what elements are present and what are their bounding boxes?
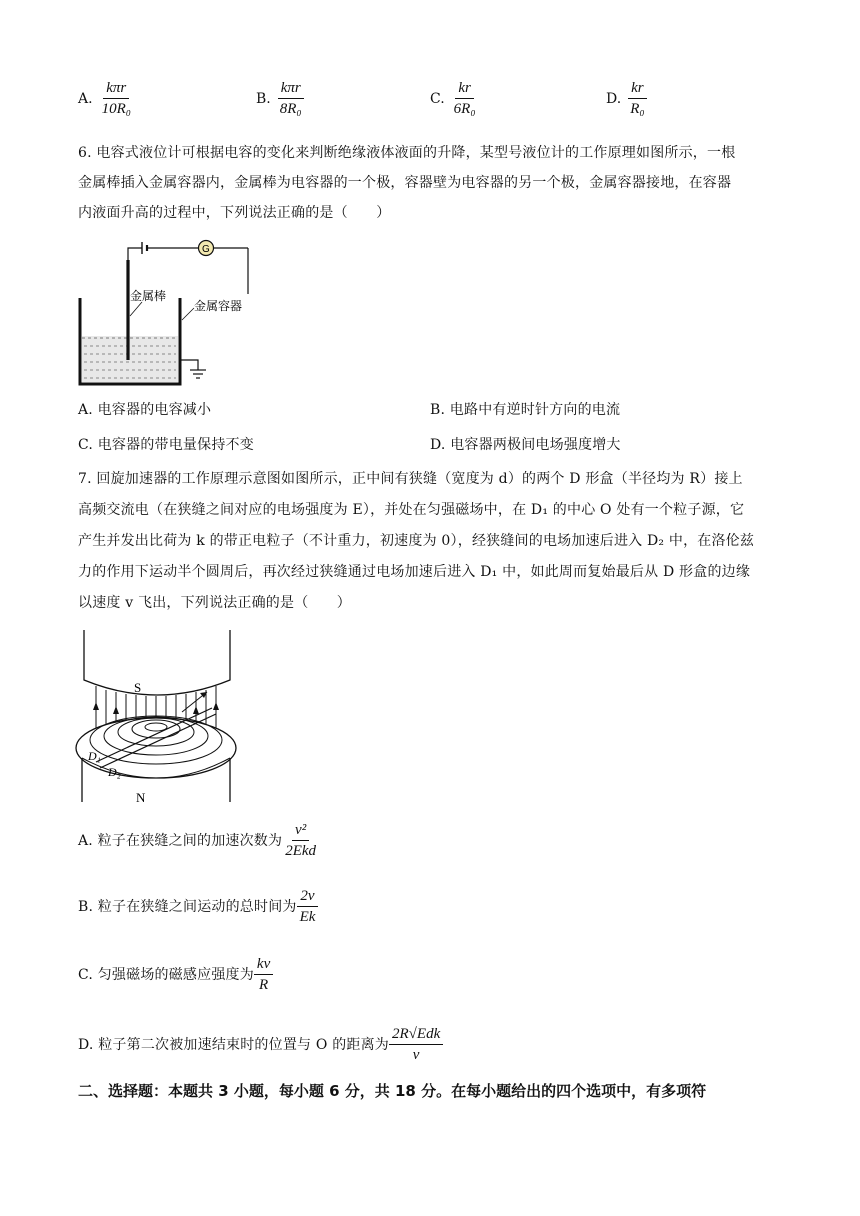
q7-option-b [78,888,318,925]
top-magnet [84,630,230,695]
q6-figure [70,236,280,392]
q6-option-a: A. 电容器的电容减小 [78,402,212,418]
q5-option-a [78,80,134,117]
pole-n: N [136,790,146,805]
q7-option-d [78,1026,443,1063]
q7-stem-line: 力的作用下运动半个圆周后，再次经过狭缝通过电场加速后进入 D₁ 中，如此周而复始最后从 D 形盒的边缘 [78,564,751,580]
pole-s: S [134,680,142,695]
liquid [82,336,178,382]
q5-option-d [606,80,648,117]
q7-stem-line: 以速度 v 飞出，下列说法正确的是（ ） [78,595,352,611]
fraction-numerator: v² [292,822,309,841]
q7-option-c [78,956,273,993]
fraction-numerator: kπr [278,80,304,99]
option-letter: D. [606,90,622,107]
galvanometer-label: G [202,244,210,255]
fraction-denominator: 2Ekd [285,842,317,859]
option-fraction [297,888,319,925]
q7-stem [78,464,798,619]
fraction-numerator: 2v [297,888,317,907]
d2-label: D₂ [108,765,121,779]
fraction-numerator: kr [455,80,474,99]
option-fraction [277,80,305,117]
fraction-numerator: kπr [103,80,129,99]
fraction-denominator: R [259,976,269,993]
q7-stem-line: 产生并发出比荷为 k 的带正电粒子（不计重力，初速度为 0），经狭缝间的电场加速后进入 D₂ 中，在洛伦兹 [78,533,755,549]
fraction-denominator: R₀ [630,100,645,117]
option-fraction [282,822,319,859]
rod-label: 金属棒 [130,289,167,303]
option-fraction [254,956,273,993]
fraction-denominator: 8R₀ [279,100,302,117]
fraction-denominator: v [412,1046,420,1063]
option-letter: C. [430,90,445,107]
option-fraction [99,80,134,117]
fraction-numerator: 2R√Edk [389,1026,443,1045]
option-letter: B. [256,90,271,107]
q6-stem-line: 内液面升高的过程中，下列说法正确的是（ ） [78,205,391,221]
option-text: D. 粒子第二次被加速结束时的位置与 O 的距离为 [78,1036,390,1053]
q6-stem-line: 6. 电容式液位计可根据电容的变化来判断绝缘液体液面的升降，某型号液位计的工作原理如图所示，一根 [78,145,736,161]
fraction-denominator: 6R₀ [453,100,476,117]
d1-label: D₁ [88,749,101,763]
fraction-numerator: kr [628,80,647,99]
fraction-denominator: Ek [299,908,316,925]
option-fraction [451,80,479,117]
q6-stem [78,138,798,228]
q6-option-c: C. 电容器的带电量保持不变 [78,437,254,453]
q6-option-d: D. 电容器两极间电场强度增大 [430,437,621,453]
q5-option-c [430,80,479,117]
q6-stem-line: 金属棒插入金属容器内，金属棒为电容器的一个极，容器壁为电容器的另一个极，金属容器接地，在容器 [78,175,732,191]
fraction-numerator: kv [254,956,273,975]
section-heading: 二、选择题：本题共 3 小题，每小题 6 分，共 18 分。在每小题给出的四个选项中，有多项符 [78,1082,707,1100]
q7-stem-line: 7. 回旋加速器的工作原理示意图如图所示，正中间有狭缝（宽度为 d）的两个 D 形盒（半径均为 R）接上 [78,471,743,487]
q5-option-b [256,80,305,117]
q7-stem-line: 高频交流电（在狭缝之间对应的电场强度为 E），并处在匀强磁场中，在 D₁ 的中心 O 处有一个粒子源，它 [78,502,745,518]
option-text: B. 粒子在狭缝之间运动的总时间为 [78,898,297,915]
option-fraction [389,1026,443,1063]
option-letter: A. [78,90,93,107]
container-label: 金属容器 [194,299,243,313]
option-fraction [627,80,647,117]
option-text: C. 匀强磁场的磁感应强度为 [78,966,254,983]
q6-option-b: B. 电路中有逆时针方向的电流 [430,402,621,418]
fraction-denominator: 10R₀ [101,100,131,117]
option-text: A. 粒子在狭缝之间的加速次数为 [78,832,283,849]
q7-option-a [78,822,319,859]
q7-figure [72,630,242,810]
